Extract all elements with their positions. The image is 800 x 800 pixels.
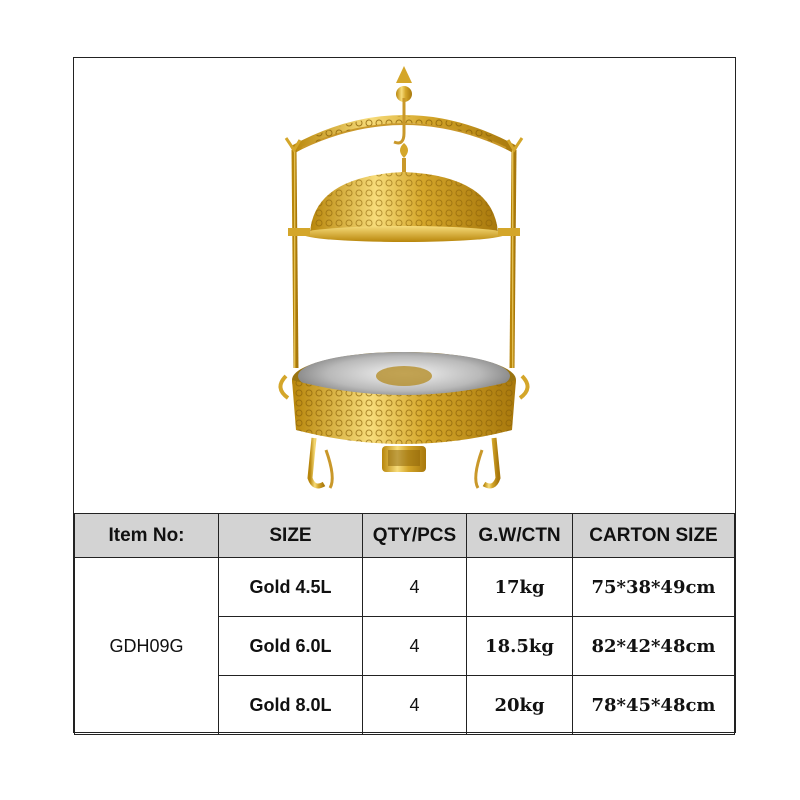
header-qty: QTY/PCS	[363, 514, 467, 558]
product-spec-sheet	[73, 57, 736, 733]
item-number-cell: GDH09G	[75, 558, 219, 735]
gross-weight-cell: 20kg	[467, 676, 573, 735]
table-row	[75, 558, 735, 617]
spec-table	[74, 513, 735, 735]
table-header-row	[75, 514, 735, 558]
qty-cell: 4	[363, 617, 467, 676]
header-item-no: Item No:	[75, 514, 219, 558]
chafing-dish-image	[74, 58, 734, 513]
size-cell: Gold 4.5L	[219, 558, 363, 617]
carton-size-cell: 82*42*48cm	[573, 617, 735, 676]
header-gross-weight: G.W/CTN	[467, 514, 573, 558]
gold-chafing-dish-icon	[74, 58, 734, 513]
carton-size-cell: 78*45*48cm	[573, 676, 735, 735]
header-carton-size: CARTON SIZE	[573, 514, 735, 558]
size-cell: Gold 8.0L	[219, 676, 363, 735]
header-size: SIZE	[219, 514, 363, 558]
qty-cell: 4	[363, 676, 467, 735]
gross-weight-cell: 18.5kg	[467, 617, 573, 676]
carton-size-cell: 75*38*49cm	[573, 558, 735, 617]
gross-weight-cell: 17kg	[467, 558, 573, 617]
qty-cell: 4	[363, 558, 467, 617]
size-cell: Gold 6.0L	[219, 617, 363, 676]
